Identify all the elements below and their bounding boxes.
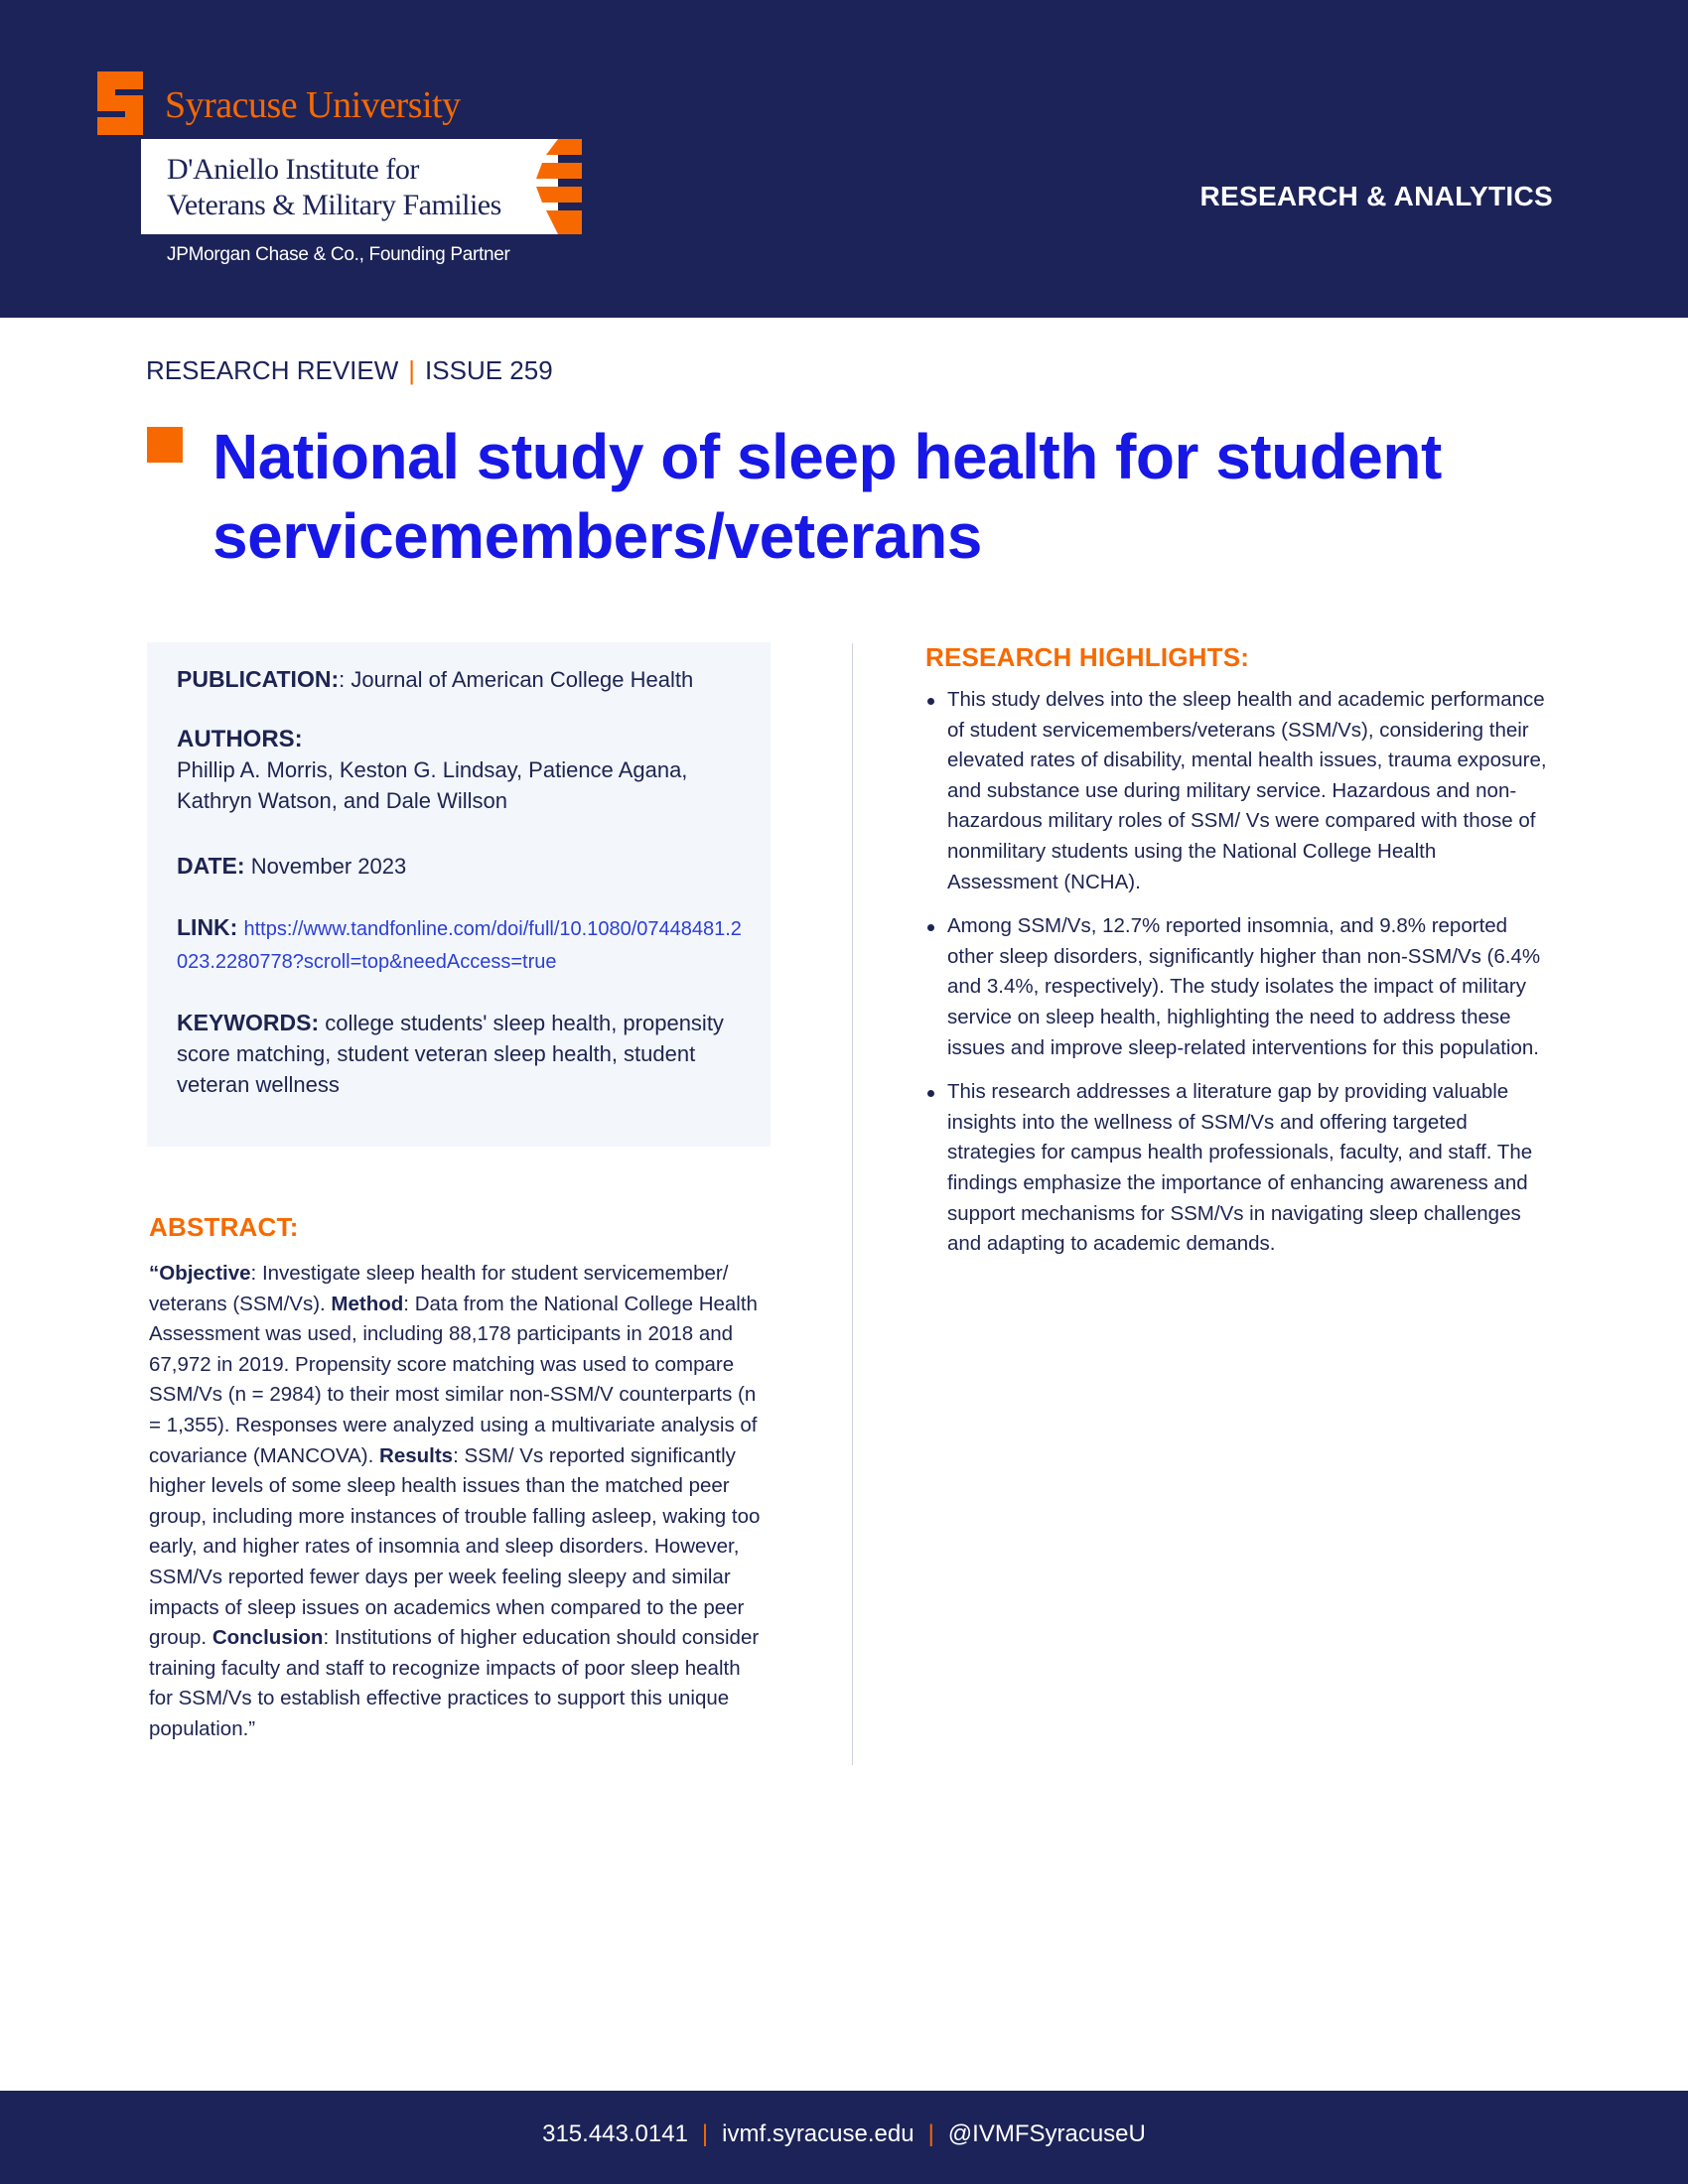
footer-social: @IVMFSyracuseU: [947, 2120, 1146, 2147]
date-label: DATE:: [177, 853, 245, 879]
keywords-label: KEYWORDS:: [177, 1010, 320, 1035]
date-row: [177, 851, 753, 882]
publication-link[interactable]: https://www.tandfonline.com/doi/full/10.1080/07448481.2023.2280778?scroll=top&needAccess=true: [177, 918, 742, 973]
results-label: Results: [379, 1443, 454, 1467]
publication-label: PUBLICATION:: [177, 666, 340, 692]
authors-line2: Kathryn Watson, and Dale Willson: [177, 788, 507, 813]
footer-phone: 315.443.0141: [542, 2120, 688, 2147]
date-value: November 2023: [250, 854, 407, 879]
brand-stripes-icon: [536, 139, 582, 234]
highlights-heading: RESEARCH HIGHLIGHTS:: [925, 642, 1250, 672]
footer-contact: [0, 2120, 1688, 2148]
abstract-text: [149, 1259, 765, 1745]
method-text: : Data from the National College Health Assessment was used, including 88,178 participants in 2018 and 67,972 in 2019. Propensity score matching was used to compare SSM/Vs (n = 2984) to their most similar non-SSM/V counterparts (n = 1,355). Responses were analyzed using a multivariate analysis of covariance (MANCOVA).: [149, 1292, 758, 1467]
link-label: LINK:: [177, 914, 238, 940]
conclusion-label: Conclusion: [211, 1626, 324, 1650]
conclusion-text: : Institutions of higher education should consider training faculty and staff to recognize impacts of poor sleep health for SSM/Vs to establish effective practices to support this unique population.”: [149, 1626, 760, 1740]
authors-line1: Phillip A. Morris, Keston G. Lindsay, Patience Agana,: [177, 757, 688, 782]
footer-website: ivmf.syracuse.edu: [722, 2120, 914, 2147]
page-footer: [0, 2091, 1688, 2184]
series-name: RESEARCH REVIEW: [146, 355, 399, 385]
unit-label: RESEARCH & ANALYTICS: [1199, 181, 1553, 211]
issue-line: [146, 355, 553, 386]
issue-separator: |: [408, 355, 416, 385]
university-name: Syracuse University: [165, 84, 461, 126]
footer-separator: |: [701, 2120, 709, 2147]
publication-details-box: [147, 642, 771, 1147]
page-title: National study of sleep health for student servicemembers/veterans: [212, 421, 1442, 572]
results-text: : SSM/ Vs reported significantly higher levels of some sleep health issues than the matched peer group, including more instances of trouble falling asleep, waking too early, and higher rates of insomnia and sleep disorders. However, SSM/Vs reported fewer days per week feeling sleepy and similar impacts of sleep issues on academics when compared to the peer group.: [149, 1443, 761, 1650]
publication-row: [177, 664, 753, 695]
highlight-item: This research addresses a literature gap by providing valuable insights into the wellness of SSM/Vs and offering targeted strategies for campus health professionals, faculty, and staff. The findings emphasize the importance of enhancing awareness and support mechanisms for SSM/Vs in navigating sleep challenges and adapting to academic demands.: [923, 1077, 1549, 1260]
authors-row: [177, 724, 753, 816]
abstract-open-quote: “: [149, 1262, 160, 1285]
page-header: [0, 0, 1688, 318]
title-square-icon: [147, 427, 183, 463]
syracuse-s-logo-icon: [91, 68, 149, 139]
abstract-heading: ABSTRACT:: [149, 1212, 299, 1242]
institute-name-line1: D'Aniello Institute for: [167, 153, 419, 186]
issue-number: ISSUE 259: [425, 355, 553, 385]
highlights-list: [923, 685, 1549, 1274]
column-divider: [852, 643, 853, 1765]
publication-value: : Journal of American College Health: [339, 667, 694, 692]
footer-separator: |: [927, 2120, 934, 2147]
highlight-item: Among SSM/Vs, 12.7% reported insomnia, and 9.8% reported other sleep disorders, significantly higher than non-SSM/Vs (6.4% and 3.4%, respectively). The study isolates the impact of military service on sleep health, highlighting the need to address these issues and improve sleep-related interventions for this population.: [923, 911, 1549, 1063]
link-row: [177, 912, 753, 978]
institute-name-line2: Veterans & Military Families: [167, 189, 501, 221]
keywords-value: college students' sleep health, propensity score matching, student veteran sleep health, student veteran wellness: [177, 1011, 724, 1097]
founding-partner: JPMorgan Chase & Co., Founding Partner: [167, 244, 510, 265]
method-label: Method: [331, 1292, 404, 1315]
institute-name-box: [141, 139, 558, 234]
objective-label: Objective: [159, 1262, 251, 1285]
authors-label: AUTHORS:: [177, 726, 303, 752]
objective-text: : Investigate sleep health for student servicemember/ veterans (SSM/Vs).: [149, 1262, 729, 1315]
keywords-row: [177, 1008, 753, 1100]
highlight-item: This study delves into the sleep health and academic performance of student servicemembers/veterans (SSM/Vs), considering their elevated rates of disability, mental health issues, trauma exposure, and substance use during military service. Hazardous and non-hazardous military roles of SSM/ Vs were compared with those of nonmilitary students using the National College Health Assessment (NCHA).: [923, 685, 1549, 897]
